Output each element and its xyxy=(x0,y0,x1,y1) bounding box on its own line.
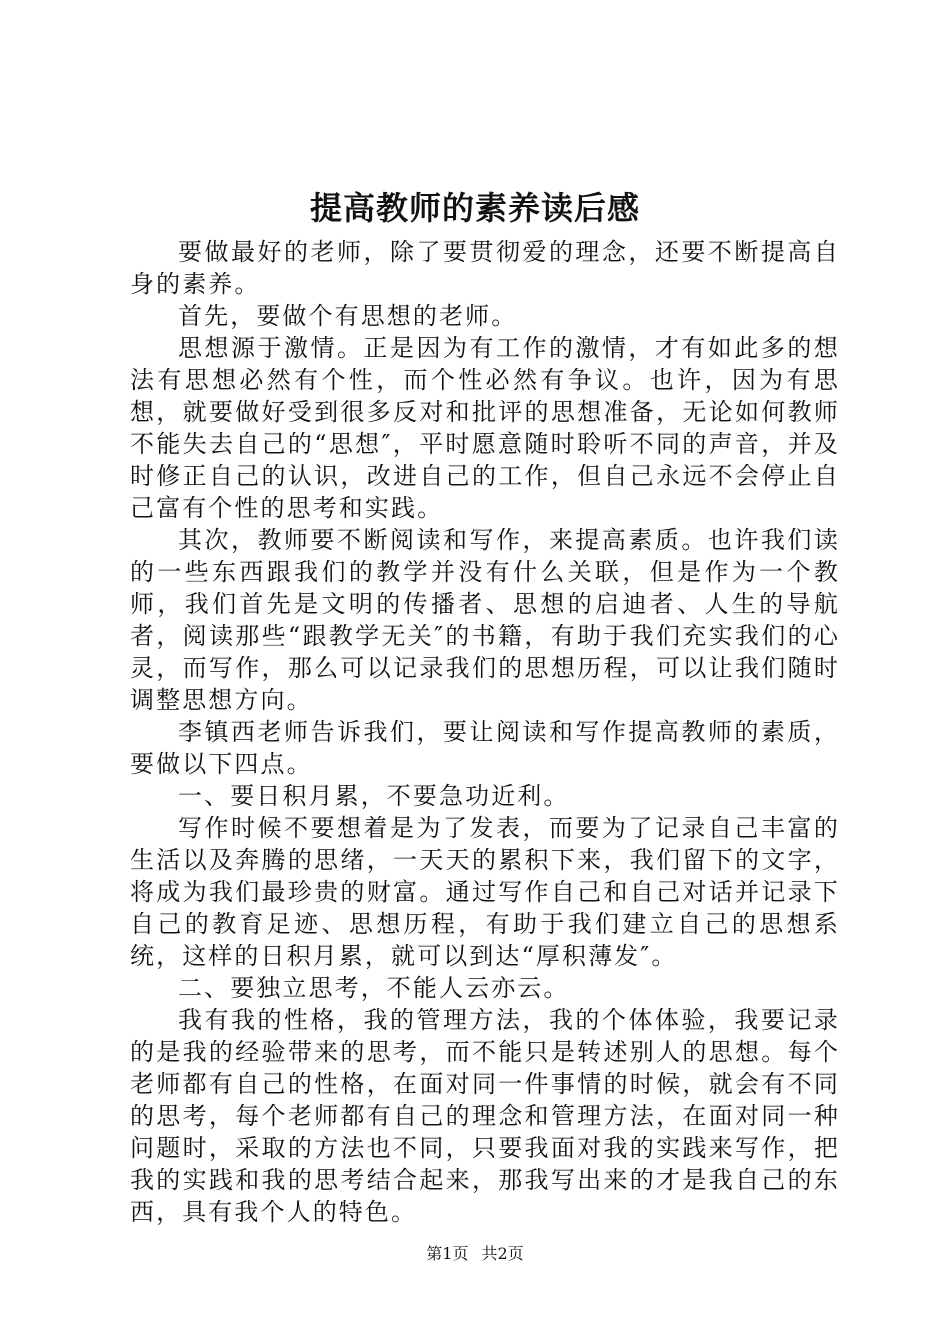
page-number-current: 第1页 xyxy=(426,1244,469,1263)
document-title: 提高教师的素养读后感 xyxy=(309,189,640,227)
page-footer xyxy=(0,1244,950,1264)
paragraph: 要做最好的老师，除了要贯彻爱的理念，还要不断提高自身的素养。 xyxy=(130,238,840,298)
paragraph: 二、要独立思考，不能人云亦云。 xyxy=(178,974,570,1002)
paragraph: 我有我的性格，我的管理方法，我的个体体验，我要记录的是我的经验带来的思考，而不能只是转述别人的思想。每个老师都有自己的性格，在面对同一件事情的时候，就会有不同的思考，每个老师都有自己的理念和管理方法，在面对同一种问题时，采取的方法也不同，只要我面对我的实践来写作，把我的实践和我的思考结合起来，那我写出来的才是我自己的东西，具有我个人的特色。 xyxy=(130,1006,840,1226)
paragraph: 其次，教师要不断阅读和写作，来提高素质。也许我们读的一些东西跟我们的教学并没有什么关联，但是作为一个教师，我们首先是文明的传播者、思想的启迪者、人生的导航者，阅读那些“跟教学无关″的书籍，有助于我们充实我们的心灵，而写作，那么可以记录我们的思想历程，可以让我们随时调整思想方向。 xyxy=(130,526,840,714)
paragraph: 李镇西老师告诉我们，要让阅读和写作提高教师的素质，要做以下四点。 xyxy=(130,718,840,778)
paragraph: 首先，要做个有思想的老师。 xyxy=(178,302,518,330)
page-number-total: 共2页 xyxy=(481,1244,524,1263)
document-body xyxy=(130,236,840,1228)
paragraph: 写作时候不要想着是为了发表，而要为了记录自己丰富的生活以及奔腾的思绪，一天天的累积下来，我们留下的文字，将成为我们最珍贵的财富。通过写作自己和自己对话并记录下自己的教育足迹、思想历程，有助于我们建立自己的思想系统，这样的日积月累，就可以到达“厚积薄发″。 xyxy=(130,814,840,970)
paragraph: 思想源于激情。正是因为有工作的激情，才有如此多的想法有思想必然有个性，而个性必然有争议。也许，因为有思想，就要做好受到很多反对和批评的思想准备，无论如何教师不能失去自己的“思想″，平时愿意随时聆听不同的声音，并及时修正自己的认识，改进自己的工作，但自己永远不会停止自己富有个性的思考和实践。 xyxy=(130,334,840,522)
paragraph: 一、要日积月累，不要急功近利。 xyxy=(178,782,570,810)
